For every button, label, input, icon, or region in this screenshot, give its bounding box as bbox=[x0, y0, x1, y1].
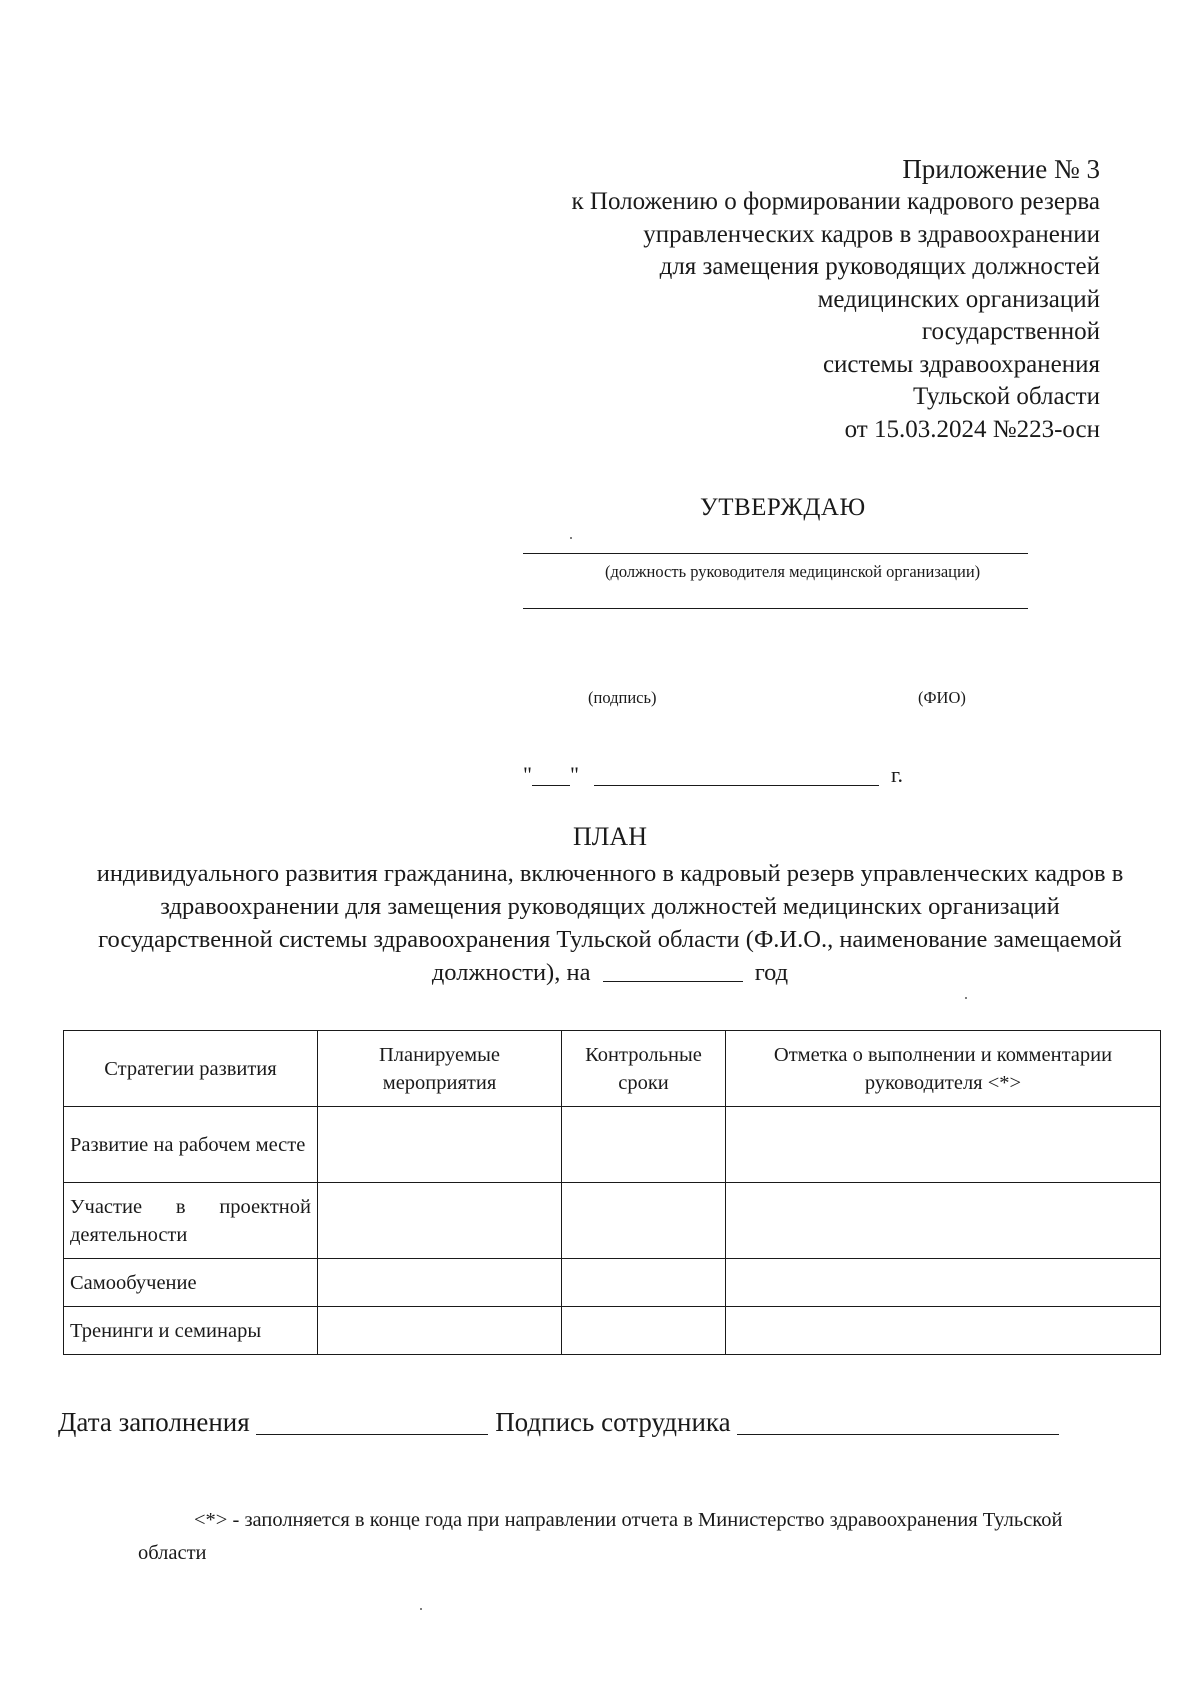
strategy-cell: Тренинги и семинары bbox=[64, 1307, 318, 1355]
position-line[interactable] bbox=[523, 553, 1028, 554]
control-dates-cell[interactable] bbox=[562, 1183, 726, 1259]
employee-signature-blank[interactable] bbox=[737, 1410, 1059, 1435]
table-row bbox=[64, 1307, 1161, 1355]
quote-close: " bbox=[569, 762, 579, 787]
table-row bbox=[64, 1107, 1161, 1183]
appendix-line: Тульской области bbox=[913, 383, 1100, 410]
planned-activities-cell[interactable] bbox=[318, 1259, 562, 1307]
fill-date-blank[interactable] bbox=[256, 1410, 488, 1435]
table-row bbox=[64, 1183, 1161, 1259]
control-dates-cell[interactable] bbox=[562, 1307, 726, 1355]
footnote: <*> - заполняется в конце года при направлении отчета в Министерство здравоохранения Тульской области bbox=[138, 1509, 1063, 1564]
appendix-line: системы здравоохранения bbox=[822, 350, 1100, 378]
table-row bbox=[64, 1259, 1161, 1307]
appendix-line: для замещения руководящих должностей bbox=[659, 253, 1100, 280]
plan-description-year: год bbox=[754, 959, 789, 986]
plan-title: ПЛАН bbox=[573, 822, 647, 851]
appendix-line: управленческих кадров в здравоохранении bbox=[643, 220, 1100, 248]
signature-fio-line[interactable] bbox=[523, 608, 1028, 609]
fio-caption: (ФИО) bbox=[918, 688, 966, 707]
header-planned-activities: Планируемые мероприятия bbox=[318, 1031, 562, 1107]
planned-activities-cell[interactable] bbox=[318, 1307, 562, 1355]
fill-date-label: Дата заполнения bbox=[58, 1407, 250, 1437]
signature-caption: (подпись) bbox=[588, 688, 657, 707]
header-completion-notes: Отметка о выполнении и комментарии руководителя <*> bbox=[726, 1031, 1161, 1107]
month-year-blank[interactable] bbox=[594, 765, 879, 786]
scan-speck bbox=[965, 997, 967, 999]
scan-speck bbox=[420, 1608, 422, 1610]
quote-open: " bbox=[523, 762, 532, 787]
year-blank[interactable] bbox=[603, 959, 743, 982]
control-dates-cell[interactable] bbox=[562, 1107, 726, 1183]
appendix-title: Приложение № 3 bbox=[902, 154, 1100, 184]
scan-speck bbox=[570, 537, 572, 539]
completion-notes-cell[interactable] bbox=[726, 1307, 1161, 1355]
header-strategies: Стратегии развития bbox=[64, 1031, 318, 1107]
year-suffix: г. bbox=[890, 762, 904, 787]
appendix-line: государственной bbox=[921, 318, 1100, 345]
header-control-dates: Контрольные сроки bbox=[562, 1031, 726, 1107]
appendix-line: медицинских организаций bbox=[817, 285, 1100, 313]
plan-description-text: индивидуального развития гражданина, включенного в кадровый резерв управленческих кадров в здравоохранении для замещения руководящих должностей медицинских организаций государственной системы здравоохранения Тульской области (Ф.И.О., наименование замещаемой должности), на bbox=[96, 860, 1124, 986]
strategy-cell: Участие в проектной деятельности bbox=[64, 1183, 318, 1259]
strategy-cell: Развитие на рабочем месте bbox=[64, 1107, 318, 1183]
development-plan-table bbox=[63, 1030, 1161, 1355]
approval-date-row bbox=[523, 762, 903, 788]
plan-description bbox=[70, 857, 1150, 989]
appendix-date-number: от 15.03.2024 №223-осн bbox=[844, 415, 1100, 443]
table-header-row bbox=[64, 1031, 1161, 1107]
completion-notes-cell[interactable] bbox=[726, 1183, 1161, 1259]
appendix-line: к Положению о формировании кадрового резерва bbox=[571, 188, 1100, 215]
employee-signature-label: Подпись сотрудника bbox=[495, 1407, 731, 1437]
approve-heading: УТВЕРЖДАЮ bbox=[700, 494, 866, 521]
planned-activities-cell[interactable] bbox=[318, 1183, 562, 1259]
fill-date-signature-row bbox=[58, 1407, 1059, 1438]
position-caption: (должность руководителя медицинской организации) bbox=[605, 562, 981, 581]
planned-activities-cell[interactable] bbox=[318, 1107, 562, 1183]
day-blank[interactable] bbox=[532, 765, 570, 786]
completion-notes-cell[interactable] bbox=[726, 1107, 1161, 1183]
strategy-cell: Самообучение bbox=[64, 1259, 318, 1307]
completion-notes-cell[interactable] bbox=[726, 1259, 1161, 1307]
control-dates-cell[interactable] bbox=[562, 1259, 726, 1307]
appendix-header bbox=[380, 152, 1100, 446]
